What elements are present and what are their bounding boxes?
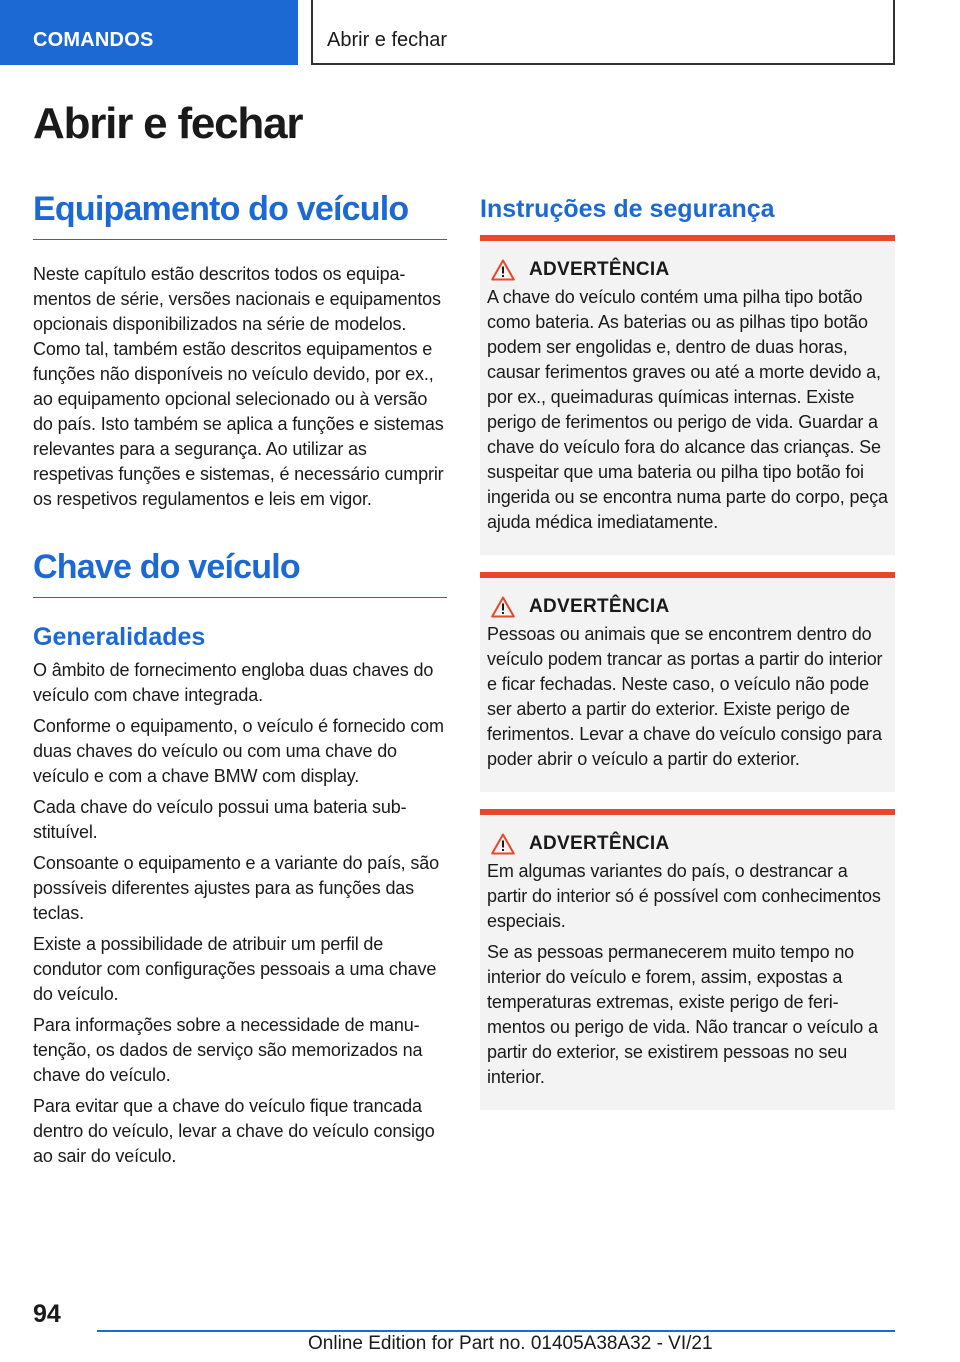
warning-triangle-icon	[491, 833, 515, 855]
warning-text: Pessoas ou animais que se encontrem dentro do veículo podem trancar as portas a partir do interior e ficar fechadas. Neste caso, o veículo não pode ser aberto a partir do exterior. Existe perigo de ferimentos. Levar a chave do veículo consigo para poder abrir o veículo a partir do exterior.	[487, 624, 883, 769]
left-column	[33, 190, 447, 1169]
general-paragraph: Cada chave do veículo possui uma bateria substituível.	[33, 797, 407, 843]
general-paragraph: Consoante o equipamento e a variante do país, são possíveis diferentes ajustes para as funções das teclas.	[33, 853, 439, 924]
warning-triangle-icon	[491, 596, 515, 618]
general-paragraph: Existe a possibilidade de atribuir um perfil de condutor com configurações pessoais a uma chave do veículo.	[33, 934, 437, 1005]
warning-title: ADVERTÊNCIA	[529, 833, 670, 854]
warning-text: Se as pessoas permanecerem muito tempo no interior do veículo e forem, assim, expostas a temperaturas extremas, existe perigo de ferimentos ou perigo de vida. Não trancar o veículo a partir do exterior, se existirem pessoas no seu interior.	[487, 942, 878, 1087]
vehicle-key-heading: Chave do veículo	[33, 548, 447, 598]
warning-box	[480, 235, 895, 555]
equipment-paragraph: Neste capítulo estão descritos todos os equipamentos de série, versões nacionais e equipamentos opcionais disponibilizados na série de modelos. Como tal, também estão descritos equipamentos e funções não disponíveis no veículo devido, por ex., ao equipamento opcional selecionado ou à versão do país. Isto também se aplica a funções e sistemas relevantes para a segurança. Ao utilizar as respetivas funções e sistemas, é necessário cumprir os respetivos regulamentos e leis em vigor.	[33, 264, 444, 510]
general-paragraph: Conforme o equipamento, o veículo é fornecido com duas chaves do veículo ou com uma chave do veículo e com a chave BMW com display.	[33, 716, 444, 787]
warning-title: ADVERTÊNCIA	[529, 596, 670, 617]
warning-title: ADVERTÊNCIA	[529, 259, 670, 280]
warning-triangle-icon	[491, 259, 515, 281]
page-number: 94	[33, 1300, 61, 1328]
equipment-heading: Equipamento do veículo	[33, 190, 447, 240]
right-column	[480, 190, 895, 1110]
warning-header	[487, 596, 888, 618]
footer-divider	[97, 1330, 895, 1332]
warning-text: A chave do veículo contém uma pilha tipo botão como bateria. As baterias ou as pilhas tipo botão podem ser engolidas e, dentro de duas horas, causar ferimentos graves ou até a morte devido a, por ex., queimaduras químicas internas. Existe perigo de ferimentos ou perigo de vida. Guardar a chave do veículo fora do alcance das crianças. Se suspeitar que uma bateria ou pilha tipo botão foi ingerida ou se encontra numa parte do corpo, peça ajuda médica imediatamente.	[487, 287, 888, 532]
safety-heading: Instruções de segurança	[480, 195, 775, 223]
general-paragraph: Para informações sobre a necessidade de manutenção, os dados de serviço são memorizados na chave do veículo.	[33, 1015, 423, 1086]
warning-header	[487, 259, 888, 281]
warning-box	[480, 809, 895, 1110]
general-paragraph: Para evitar que a chave do veículo fique trancada dentro do veículo, levar a chave do veículo consigo ao sair do veículo.	[33, 1096, 435, 1167]
warning-text: Em algumas variantes do país, o destrancar a partir do interior só é possível com conhecimentos especiais.	[487, 861, 881, 931]
edition-note: Online Edition for Part no. 01405A38A32 - VI/21	[308, 1333, 713, 1354]
chapter-tab: Abrir e fechar	[311, 0, 895, 65]
warning-box	[480, 572, 895, 792]
section-tab: COMANDOS	[0, 0, 298, 65]
general-paragraph: O âmbito de fornecimento engloba duas chaves do veículo com chave integrada.	[33, 660, 434, 706]
general-heading: Generalidades	[33, 623, 206, 652]
warning-header	[487, 833, 888, 855]
page-title: Abrir e fechar	[33, 99, 303, 148]
